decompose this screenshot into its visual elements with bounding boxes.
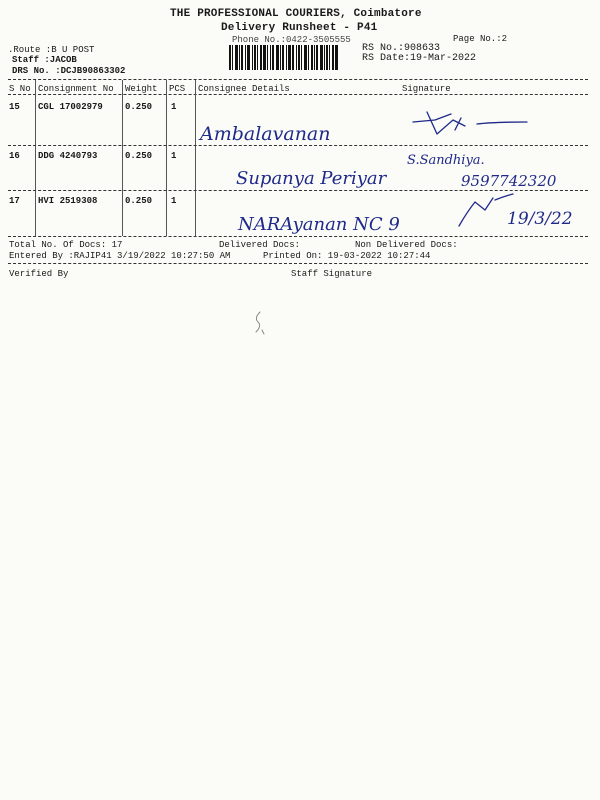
- col-divider: [122, 80, 123, 236]
- non-delivered-docs: Non Delivered Docs:: [355, 240, 458, 250]
- row-pcs: 1: [171, 196, 177, 206]
- route-label: .Route :B U POST: [8, 45, 95, 55]
- staff-label: Staff :JACOB: [12, 55, 77, 65]
- header-sno: S No: [9, 84, 31, 94]
- svg-text:19/3/22: 19/3/22: [507, 209, 573, 229]
- drs-number: DRS No. :DCJB90863302: [12, 66, 126, 76]
- header-bottom-rule: [8, 94, 588, 95]
- row-pcs: 1: [171, 151, 177, 161]
- row-sno: 15: [9, 102, 20, 112]
- row-weight: 0.250: [125, 196, 153, 206]
- total-docs: Total No. Of Docs: 17: [9, 240, 123, 250]
- header-pcs: PCS: [169, 84, 186, 94]
- row-weight: 0.250: [125, 151, 153, 161]
- footer-rule: [8, 263, 588, 264]
- header-consignee: Consignee Details: [198, 84, 290, 94]
- barcode: [229, 45, 354, 70]
- row-sno: 16: [9, 151, 20, 161]
- staff-signature: Staff Signature: [291, 269, 373, 279]
- row-weight: 0.250: [125, 102, 153, 112]
- header-weight: Weight: [125, 84, 158, 94]
- delivered-docs: Delivered Docs:: [219, 240, 301, 250]
- entered-by: Entered By :RAJIP41 3/19/2022 10:27:50 AM: [9, 251, 231, 261]
- col-divider: [195, 80, 196, 236]
- handwritten-consignee-2: [234, 162, 414, 194]
- svg-text:Ambalavanan: Ambalavanan: [200, 123, 331, 145]
- rs-number: RS No.:908633: [362, 43, 441, 54]
- table-top-rule: [8, 79, 588, 80]
- sheet-title: Delivery Runsheet - P41: [221, 22, 378, 34]
- col-divider: [35, 80, 36, 236]
- header-signature: Signature: [402, 84, 451, 94]
- page-number: Page No.:2: [453, 34, 508, 44]
- printed-on: Printed On: 19-03-2022 10:27:44: [263, 251, 431, 261]
- svg-text:S.Sandhiya.: S.Sandhiya.: [407, 153, 485, 168]
- handwritten-signature-date: [505, 194, 595, 234]
- svg-text:9597742320: 9597742320: [461, 172, 557, 190]
- row-consignment: DDG 4240793: [38, 151, 98, 161]
- header-consignment: Consignment No: [38, 84, 114, 94]
- row-consignment: HVI 2519308: [38, 196, 98, 206]
- row-consignment: CGL 17002979: [38, 102, 103, 112]
- row-pcs: 1: [171, 102, 177, 112]
- row-sno: 17: [9, 196, 20, 206]
- svg-text:Supanya Periyar: Supanya Periyar: [236, 168, 387, 189]
- handwritten-consignee-1: [198, 118, 398, 150]
- verified-by: Verified By: [9, 269, 69, 279]
- phone-number: Phone No.:0422-3505555: [232, 35, 351, 45]
- rs-date: RS Date:19-Mar-2022: [362, 53, 477, 64]
- handwritten-consignee-3: [236, 208, 416, 238]
- col-divider: [166, 80, 167, 236]
- svg-text:NARAyanan NC 9: NARAyanan NC 9: [238, 214, 400, 235]
- company-name: THE PROFESSIONAL COURIERS, Coimbatore: [170, 8, 422, 20]
- signature-mark-1: [405, 108, 535, 148]
- stray-pen-mark: [250, 308, 270, 338]
